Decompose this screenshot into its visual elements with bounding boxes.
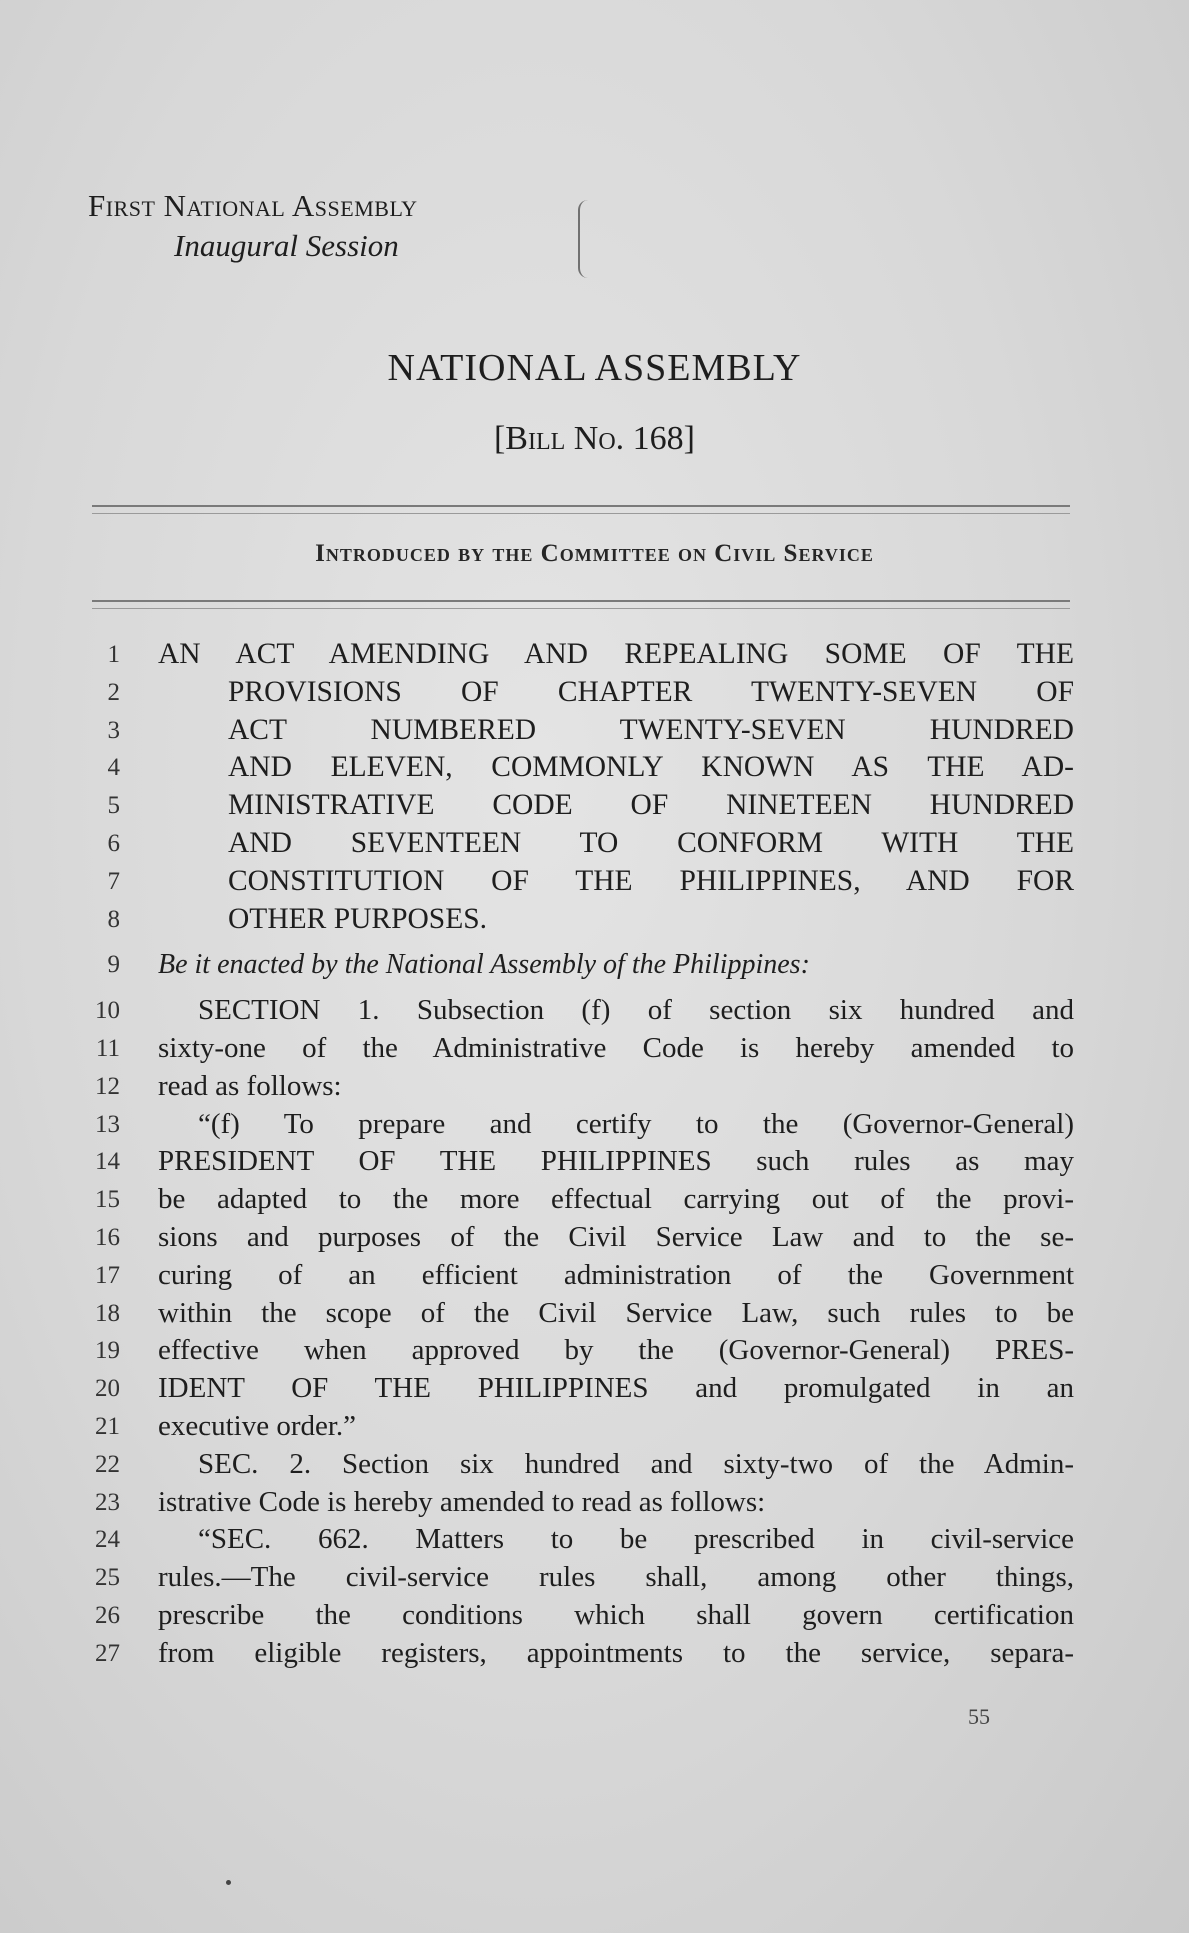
line-number: 17: [95, 1261, 120, 1289]
text-line: [84, 1030, 1074, 1068]
line-text: AND SEVENTEEN TO CONFORM WITH THE: [228, 826, 1074, 859]
line-text: IDENT OF THE PHILIPPINES and promulgated in an: [158, 1372, 1074, 1405]
line-text: SEC. 2. Section six hundred and sixty-two of the Admin-: [198, 1447, 1074, 1480]
line-text: PRESIDENT OF THE PHILIPPINES such rules as may: [158, 1145, 1074, 1178]
brace-mark: [578, 200, 594, 278]
text-line: [84, 1257, 1074, 1295]
line-text: effective when approved by the (Governor-General) PRES-: [158, 1334, 1074, 1367]
line-number: 1: [107, 641, 120, 668]
text-line: [84, 636, 1074, 674]
line-text: be adapted to the more effectual carrying out of the provi-: [158, 1183, 1074, 1216]
line-number: 18: [95, 1299, 120, 1327]
text-line: [84, 1408, 1074, 1446]
line-number: 20: [95, 1375, 120, 1403]
session-name: Inaugural Session: [174, 228, 399, 263]
divider-bottom: [92, 600, 1070, 609]
line-number: 21: [95, 1412, 120, 1440]
text-line: [84, 674, 1074, 712]
line-number: 26: [95, 1601, 120, 1629]
text-line: [84, 1068, 1074, 1106]
line-number: 10: [95, 997, 120, 1025]
bill-number: [Bill No. 168]: [493, 420, 696, 457]
line-number: 13: [95, 1110, 120, 1138]
line-text: CONSTITUTION OF THE PHILIPPINES, AND FOR: [228, 864, 1074, 897]
line-text: AN ACT AMENDING AND REPEALING SOME OF THE: [158, 638, 1074, 670]
line-number: 2: [107, 678, 120, 706]
text-line: [84, 1635, 1074, 1673]
line-text: istrative Code is hereby amended to read as follows:: [158, 1485, 766, 1518]
text-line: [84, 1559, 1074, 1597]
text-line: [84, 1106, 1074, 1144]
line-number: 12: [95, 1072, 120, 1100]
line-text: ACT NUMBERED TWENTY-SEVEN HUNDRED: [228, 713, 1074, 746]
bill-text: [84, 636, 1074, 1673]
line-text: “SEC. 662. Matters to be prescribed in civil-service: [198, 1523, 1074, 1556]
line-text: PROVISIONS OF CHAPTER TWENTY-SEVEN OF: [228, 675, 1074, 708]
text-line: [84, 1446, 1074, 1484]
line-text: “(f) To prepare and certify to the (Governor-General): [198, 1107, 1074, 1140]
text-line: [84, 787, 1074, 825]
line-number: 11: [95, 1034, 120, 1062]
line-text: MINISTRATIVE CODE OF NINETEEN HUNDRED: [228, 789, 1074, 822]
page-title: NATIONAL ASSEMBLY: [387, 347, 802, 389]
assembly-name: First National Assembly: [88, 188, 418, 223]
text-line: [84, 1295, 1074, 1333]
line-text: sions and purposes of the Civil Service Law and to the se-: [158, 1220, 1074, 1253]
line-number: 8: [107, 905, 120, 933]
line-number: 22: [95, 1450, 120, 1478]
text-line: [84, 1219, 1074, 1257]
line-number: 24: [95, 1526, 120, 1554]
line-text: curing of an efficient administration of the Government: [158, 1258, 1074, 1291]
text-line: [84, 1484, 1074, 1522]
line-number: 16: [95, 1223, 120, 1251]
line-text: SECTION 1. Subsection (f) of section six hundred and: [198, 994, 1074, 1027]
line-text: AND ELEVEN, COMMONLY KNOWN AS THE AD-: [228, 751, 1074, 784]
text-line: [84, 825, 1074, 863]
line-text: sixty-one of the Administrative Code is hereby amended to: [158, 1031, 1074, 1064]
text-line: [84, 1597, 1074, 1635]
line-text: OTHER PURPOSES.: [228, 902, 488, 935]
text-line: [84, 901, 1074, 939]
line-number: 23: [95, 1488, 120, 1516]
text-line: [84, 712, 1074, 750]
line-text: from eligible registers, appointments to the service, separa-: [158, 1636, 1074, 1669]
session-header: [88, 188, 608, 264]
line-number: 25: [95, 1564, 120, 1592]
text-line: [84, 992, 1074, 1030]
line-text: rules.—The civil-service rules shall, among other things,: [158, 1561, 1074, 1594]
line-number: 15: [95, 1186, 120, 1214]
line-number: 5: [107, 792, 120, 820]
line-number: 6: [107, 829, 120, 857]
paper-speck: [226, 1880, 231, 1885]
text-line: [84, 863, 1074, 901]
page-number: 55: [968, 1704, 990, 1729]
line-number: 3: [107, 716, 120, 744]
divider-top: [92, 505, 1070, 514]
text-line: [84, 1370, 1074, 1408]
enacting-clause: Be it enacted by the National Assembly of the Philippines:: [158, 949, 810, 981]
line-number: 9: [107, 951, 120, 979]
text-line: [84, 749, 1074, 787]
line-text: prescribe the conditions which shall govern certification: [158, 1598, 1074, 1631]
line-text: read as follows:: [158, 1069, 342, 1102]
line-number: 4: [107, 754, 120, 782]
text-line: [84, 1332, 1074, 1370]
line-text: within the scope of the Civil Service Law, such rules to be: [158, 1296, 1074, 1329]
text-line: [84, 1143, 1074, 1181]
line-number: 19: [95, 1337, 120, 1365]
text-line: [84, 1521, 1074, 1559]
line-text: executive order.”: [158, 1409, 357, 1442]
text-line: [84, 1181, 1074, 1219]
line-number: 7: [107, 867, 120, 895]
line-number: 27: [95, 1639, 120, 1667]
text-line: [84, 946, 1074, 984]
introduced-by: Introduced by the Committee on Civil Service: [315, 540, 874, 567]
line-number: 14: [95, 1148, 120, 1176]
